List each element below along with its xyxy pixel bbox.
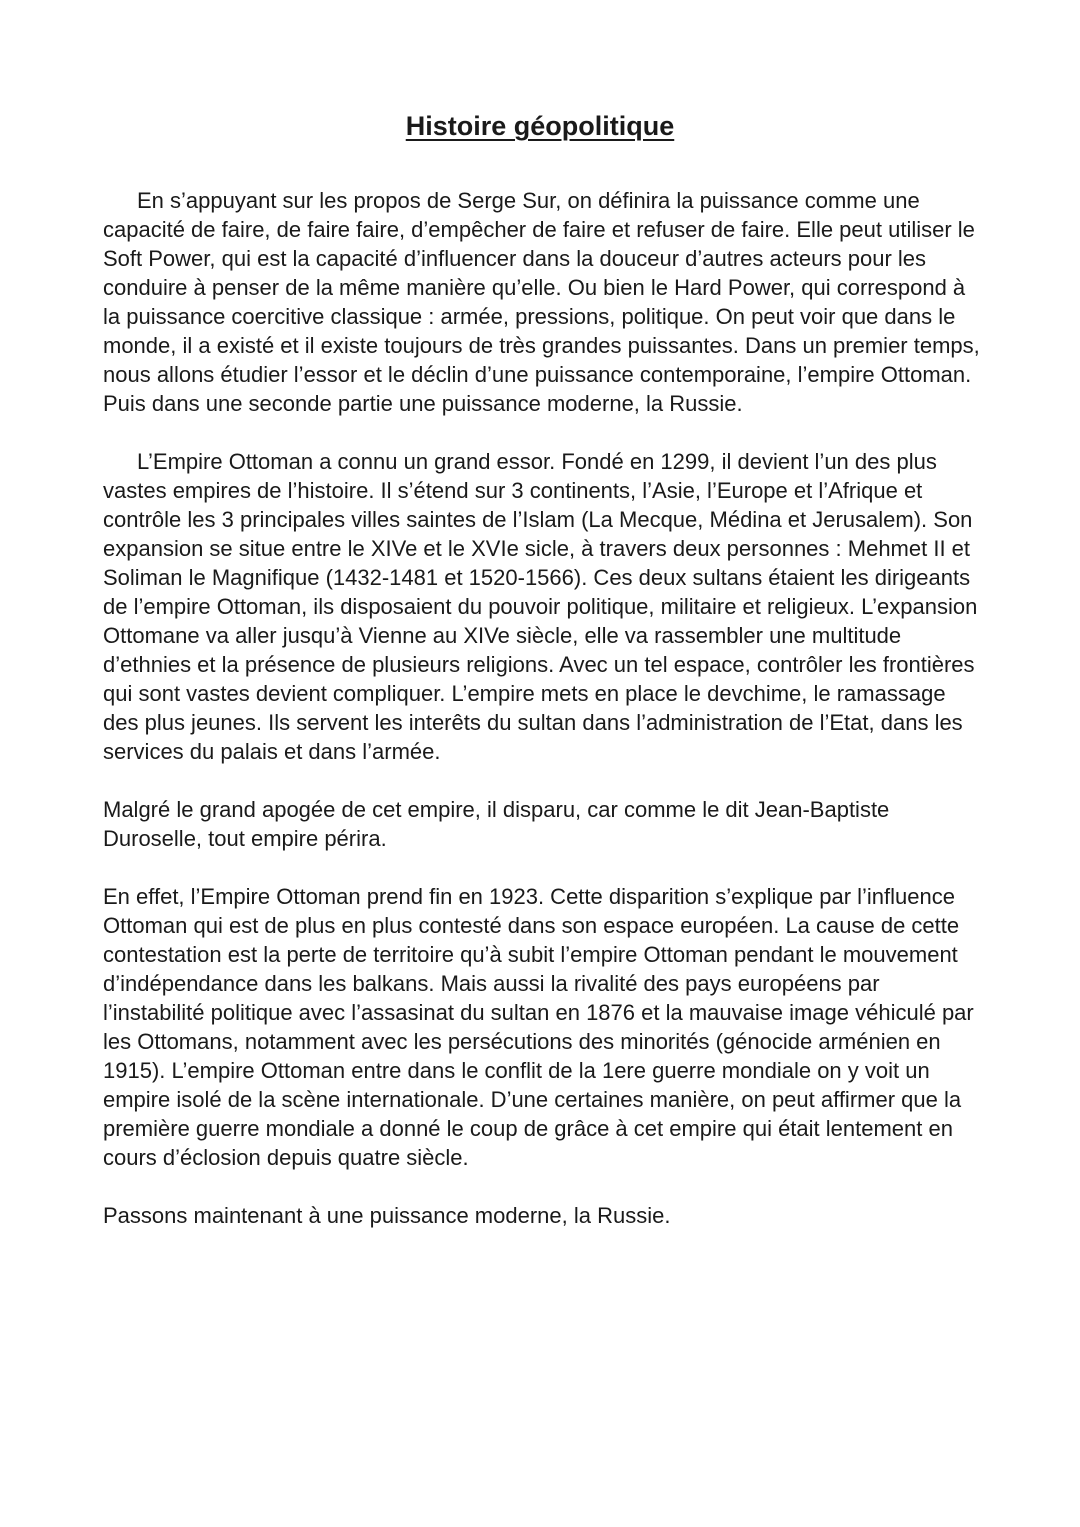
page-title: Histoire géopolitique [405,111,675,141]
paragraph-intro: En s’appuyant sur les propos de Serge Sur, on définira la puissance comme une capacité de faire, de faire faire, d’empêcher de faire et refuser de faire. Elle peut utiliser le Soft Power, qui est la capacité d’influencer dans la douceur d’autres acteurs pour les conduire à penser de la même manière qu’elle. Ou bien le Hard Power, qui correspond à la puissance coercitive classique : armée, pressions, politique. On peut voir que dans le monde, il a existé et il existe toujours de très grandes puissantes. Dans un premier temps, nous allons étudier l’essor et le déclin d’une puissance contemporaine, l’empire Ottoman. Puis dans une seconde partie une puissance moderne, la Russie. [103,188,980,416]
paragraph-conclusion: Passons maintenant à une puissance moderne, la Russie. [103,1203,671,1228]
paragraph-transition: Malgré le grand apogée de cet empire, il disparu, car comme le dit Jean-Baptiste Duroselle, tout empire périra. [103,797,890,851]
document-body [103,186,983,1259]
paragraph-ottoman-rise: L’Empire Ottoman a connu un grand essor. Fondé en 1299, il devient l’un des plus vastes empires de l’histoire. Il s’étend sur 3 continents, l’Asie, l’Europe et l’Afrique et contrôle les 3 principales villes saintes de l’Islam (La Mecque, Médina et Jerusalem). Son expansion se situe entre le XIVe et le XVIe sicle, à travers deux personnes : Mehmet II et Soliman le Magnifique (1432-1481 et 1520-1566). Ces deux sultans étaient les dirigeants de l’empire Ottoman, ils disposaient du pouvoir politique, militaire et religieux. L’expansion Ottomane va aller jusqu’à Vienne au XIVe siècle, elle va rassembler une multitude d’ethnies et la présence de plusieurs religions. Avec un tel espace, contrôler les frontières qui sont vastes devient compliquer. L’empire mets en place le devchime, le ramassage des plus jeunes. Ils servent les interêts du sultan dans l’administration de l’Etat, dans les services du palais et dans l’armée. [103,449,978,764]
paragraph-ottoman-decline: En effet, l’Empire Ottoman prend fin en 1923. Cette disparition s’explique par l’influence Ottoman qui est de plus en plus contesté dans son espace européen. La cause de cette contestation est la perte de territoire qu’à subit l’empire Ottoman pendant le mouvement d’indépendance dans les balkans. Mais aussi la rivalité des pays européens par l’instabilité politique avec l’assasinat du sultan en 1876 et la mauvaise image véhiculé par les Ottomans, notamment avec les persécutions des minorités (génocide arménien en 1915). L’empire Ottoman entre dans le conflit de la 1ere guerre mondiale on y voit un empire isolé de la scène internationale. D’une certaines manière, on peut affirmer que la première guerre mondiale a donné le coup de grâce à cet empire qui était lentement en cours d’éclosion depuis quatre siècle. [103,884,974,1170]
